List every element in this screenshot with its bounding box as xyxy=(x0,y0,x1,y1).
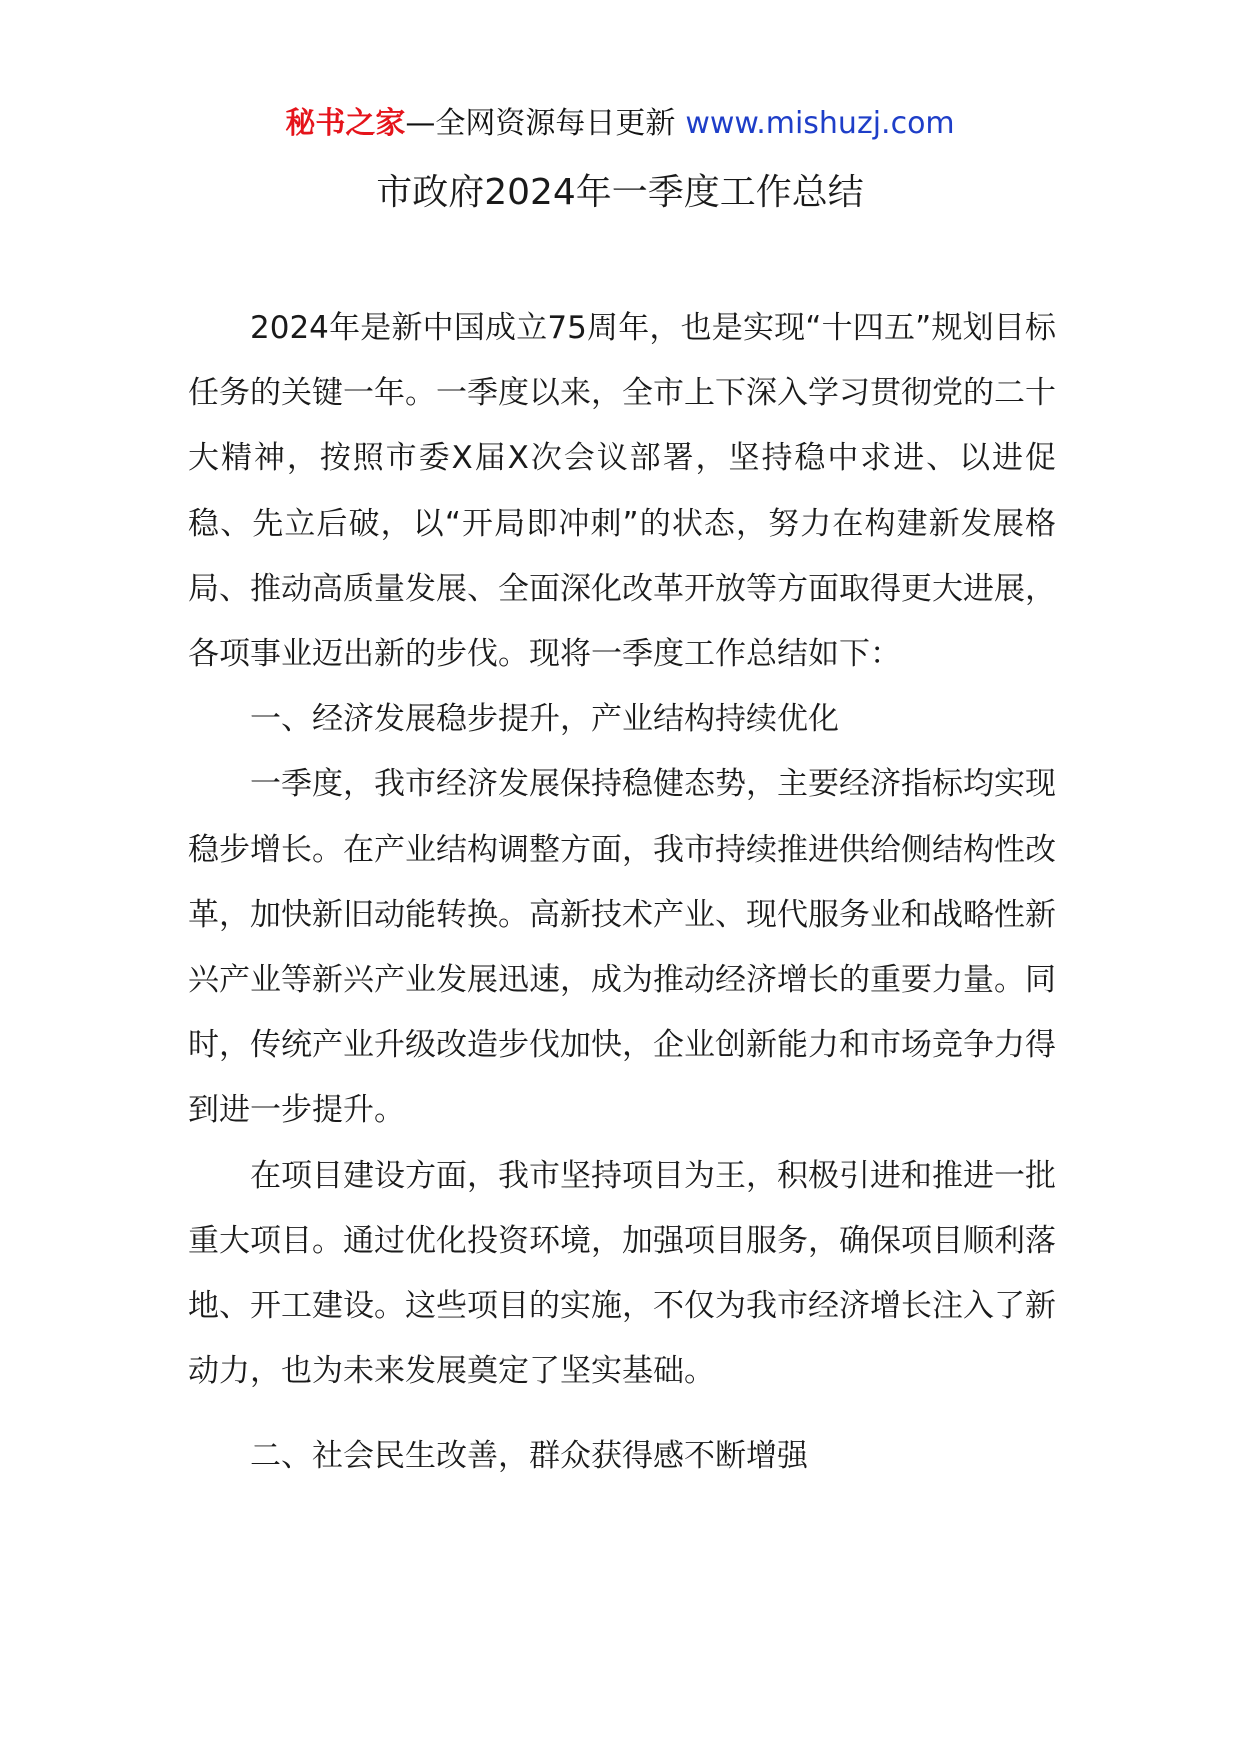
section-2-heading: 二、社会民生改善，群众获得感不断增强 xyxy=(250,1438,808,1475)
section-1-paragraph-1: 一季度，我市经济发展保持稳健态势，主要经济指标均实现稳步增长。在产业结构调整方面，我市持续推进供给侧结构性改革，加快新旧动能转换。高新技术产业、现代服务业和战略性新兴产业等新兴产业发展迅速，成为推动经济增长的重要力量。同时，传统产业升级改造步伐加快，企业创新能力和市场竞争力得到进一步提升。 xyxy=(188,766,1056,1129)
site-url[interactable]: www.mishuzj.com xyxy=(685,106,955,141)
intro-paragraph: 2024年是新中国成立75周年，也是实现“十四五”规划目标任务的关键一年。一季度以来，全市上下深入学习贯彻党的二十大精神，按照市委X届X次会议部署，坚持稳中求进、以进促稳、先立后破，以“开局即冲刺”的状态，努力在构建新发展格局、推动高质量发展、全面深化改革开放等方面取得更大进展，各项事业迈出新的步伐。现将一季度工作总结如下： xyxy=(188,310,1056,673)
site-header xyxy=(0,102,1240,146)
document-title: 市政府2024年一季度工作总结 xyxy=(376,172,864,213)
section-1-heading: 一、经济发展稳步提升，产业结构持续优化 xyxy=(250,701,839,738)
document-body xyxy=(188,296,1056,1490)
site-slogan: —全网资源每日更新 xyxy=(405,106,676,141)
section-1-paragraph-2: 在项目建设方面，我市坚持项目为王，积极引进和推进一批重大项目。通过优化投资环境，加强项目服务，确保项目顺利落地、开工建设。这些项目的实施，不仅为我市经济增长注入了新动力，也为未来发展奠定了坚实基础。 xyxy=(188,1157,1056,1390)
brand-name: 秘书之家 xyxy=(285,106,406,141)
